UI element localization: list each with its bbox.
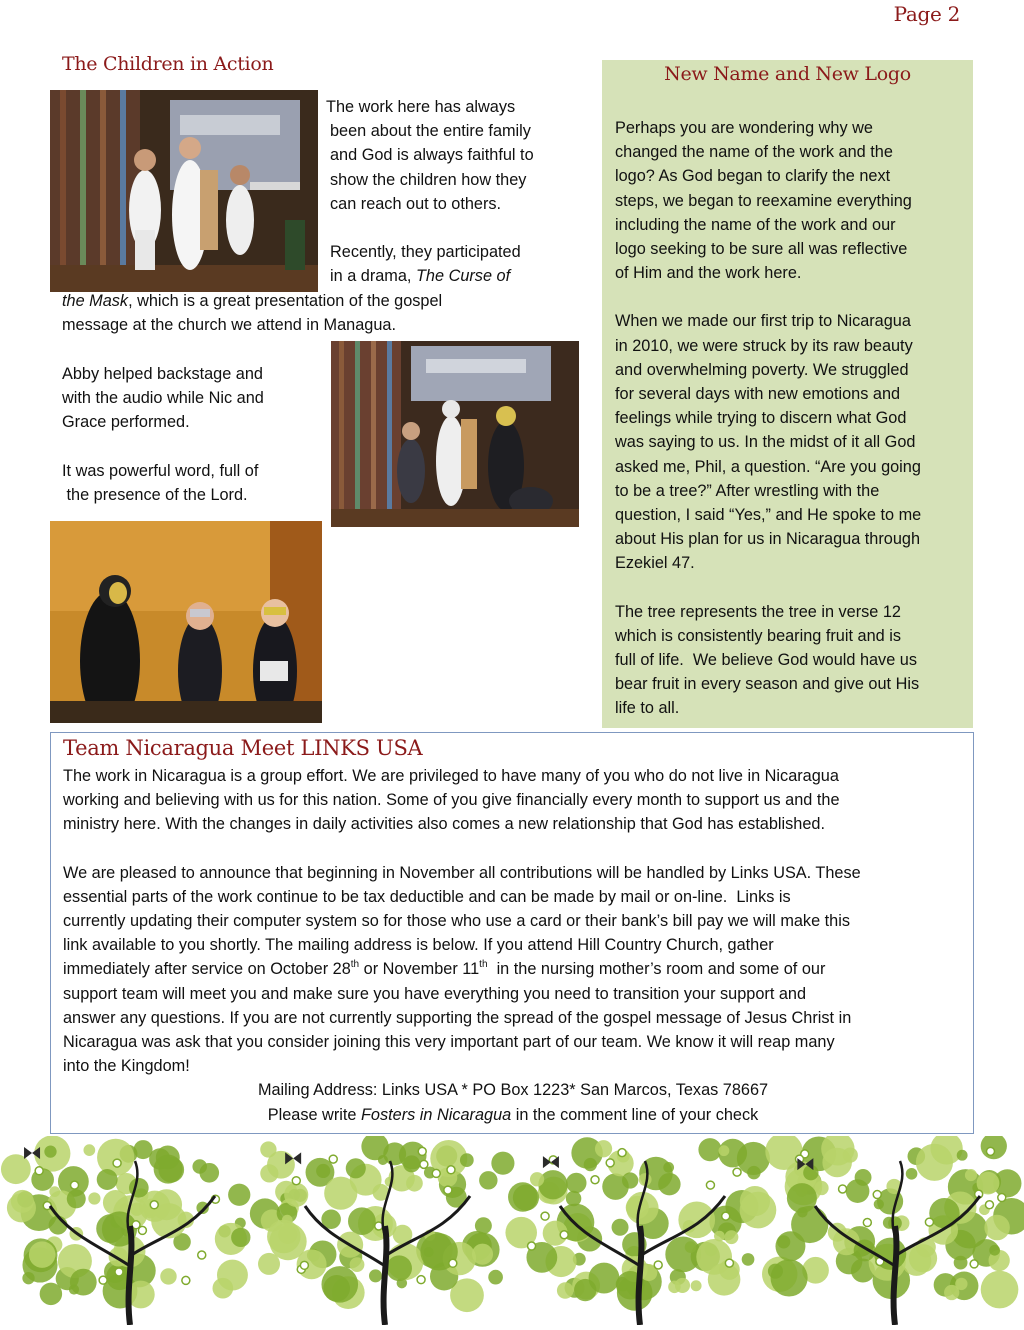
tree-leaf: [663, 1162, 674, 1173]
tree-leaf: [874, 1199, 884, 1209]
tree-leaf: [775, 1231, 805, 1261]
photo-masked-performers: [50, 521, 322, 723]
tree-leaf: [472, 1244, 493, 1265]
tree-flower: [420, 1160, 428, 1168]
team-line: The work in Nicaragua is a group effort. We are privileged to have many of you who do not live in Nicaragua: [63, 767, 839, 785]
tree-leaf: [696, 1239, 732, 1275]
tree-flower: [985, 1201, 993, 1209]
tree-leaf: [22, 1272, 34, 1284]
tree-leaf: [846, 1179, 870, 1203]
team-line: answer any questions. If you are not currently supporting the spread of the gospel message of Jesus Christ in: [63, 1008, 852, 1027]
tree-leaf: [346, 1158, 366, 1178]
tree-leaf: [491, 1152, 514, 1175]
logo-paragraph: [615, 600, 965, 721]
logo-line: steps, we began to reexamine everything: [615, 191, 912, 210]
new-name-logo-box: [602, 60, 973, 728]
tree-leaf: [460, 1153, 474, 1167]
tree-leaf: [742, 1253, 755, 1266]
abby-line: with the audio while Nic and: [62, 389, 264, 408]
tree-flower: [654, 1261, 662, 1269]
tree-leaf: [698, 1138, 721, 1161]
tree-leaf: [658, 1173, 680, 1195]
tree-leaf: [284, 1183, 308, 1207]
tree-leaf: [668, 1281, 681, 1294]
team-line: ministry here. With the changes in daily activities also comes a new relationship that God has established.: [63, 815, 825, 834]
tree-leaf: [479, 1171, 497, 1189]
tree-leaf: [97, 1169, 118, 1190]
drama-line: Recently, they participated: [330, 243, 521, 262]
tree-leaf: [11, 1190, 34, 1213]
tree-flower: [925, 1218, 933, 1226]
ordinal-suffix: th: [350, 959, 360, 970]
photo-children-costumes: [50, 90, 318, 292]
tree-leaf: [981, 1271, 1019, 1309]
drama-rest-line1: , which is a great presentation of the gospel: [128, 292, 443, 310]
team-line: We are pleased to announce that beginning in November all contributions will be handled by Links USA. These: [63, 863, 861, 882]
drama-rest-line2: message at the church we attend in Managua.: [62, 316, 396, 335]
tree-flower: [300, 1261, 308, 1269]
logo-line: life to all.: [615, 699, 680, 718]
tree-leaf: [386, 1255, 412, 1281]
logo-line: including the name of the work and our: [615, 215, 896, 234]
intro-line: been about the entire family: [330, 122, 531, 141]
tree-flower: [449, 1259, 457, 1267]
team-line: currently updating their computer system so for those who use a card or their bank’s bill pay we will make this: [63, 912, 850, 931]
logo-line: feelings while trying to discern what God: [615, 409, 907, 428]
tree-leaf: [981, 1136, 1007, 1159]
tree-leaf: [88, 1192, 100, 1204]
logo-line: full of life. We believe God would have us: [615, 651, 917, 670]
tree-flower: [970, 1260, 978, 1268]
tree-leaf: [718, 1145, 729, 1156]
logo-line: which is consistently bearing fruit and is: [615, 626, 901, 645]
tree-leaf: [29, 1241, 55, 1267]
team-line: link available to you shortly. The mailing address is below. If you attend Hill Country Church, gather: [63, 936, 774, 955]
logo-line: When we made our first trip to Nicaragua: [615, 312, 911, 331]
tree-leaf: [530, 1172, 544, 1186]
logo-line: Perhaps you are wondering why we: [615, 119, 873, 137]
tree-flower: [418, 1147, 426, 1155]
tree-flower: [986, 1147, 994, 1155]
tree-leaf: [747, 1166, 760, 1179]
tree-flower: [292, 1177, 300, 1185]
tree-flower: [606, 1159, 614, 1167]
ordinal-suffix: th: [479, 959, 488, 970]
team-paragraph-2: [63, 861, 963, 1079]
tree-leaf: [566, 1173, 586, 1193]
page-number: Page 2: [893, 2, 960, 26]
tree-trunk: [639, 1226, 642, 1325]
tree-flower: [733, 1168, 741, 1176]
tree-leaf: [350, 1257, 365, 1272]
tree-flower: [444, 1186, 452, 1194]
logo-line: and overwhelming poverty. We struggled: [615, 360, 909, 379]
team-nicaragua-box: [50, 732, 974, 1134]
tree-flower: [150, 1201, 158, 1209]
team-section-content: [63, 764, 963, 1127]
tree-leaf: [954, 1256, 968, 1270]
logo-line: to be a tree?” After wrestling with the: [615, 481, 880, 500]
tree-flower: [447, 1166, 455, 1174]
tree-leaf: [1, 1154, 31, 1184]
tree-leaf: [406, 1175, 423, 1192]
tree-leaf: [199, 1163, 219, 1183]
logo-section-heading: New Name and New Logo: [664, 63, 911, 85]
tree-leaf: [989, 1245, 1000, 1256]
tree-flower: [182, 1276, 190, 1284]
tree-leaf: [612, 1219, 629, 1236]
tree-flower: [198, 1251, 206, 1259]
tree-leaf: [83, 1144, 95, 1156]
tree-leaf: [348, 1207, 376, 1235]
tree-leaf: [160, 1268, 176, 1284]
tree-leaf: [70, 1269, 97, 1296]
logo-line: logo? As God began to clarify the next: [615, 167, 891, 186]
tree-leaf: [44, 1145, 56, 1157]
team-line: into the Kingdom!: [63, 1057, 190, 1076]
tree-flower: [35, 1167, 43, 1175]
tree-leaf: [403, 1155, 420, 1172]
tree-flower: [839, 1185, 847, 1193]
tree-leaf: [321, 1266, 358, 1303]
logo-line: bear fruit in every season and give out His: [615, 675, 920, 694]
team-line: Nicaragua was ask that you consider joining this very important part of our team. We know it will reap many: [63, 1033, 835, 1052]
tree-trunk: [894, 1226, 897, 1325]
logo-line: Ezekiel 47.: [615, 554, 695, 573]
tree-leaf: [916, 1144, 953, 1181]
tree-flower: [329, 1155, 337, 1163]
tree-flower: [432, 1169, 440, 1177]
tree-leaf: [589, 1263, 620, 1294]
tree-leaf: [740, 1192, 777, 1229]
logo-paragraph: [615, 309, 965, 575]
team-line: support team will meet you and make sure you have everything you need to transition your support and: [63, 984, 807, 1003]
tree-flower: [618, 1149, 626, 1157]
tree-leaf: [228, 1184, 250, 1206]
tree-leaf: [154, 1155, 183, 1184]
logo-paragraph: [615, 116, 965, 285]
tree-leaf: [957, 1150, 968, 1161]
drama-description: [62, 289, 582, 337]
powerful-line: It was powerful word, full of: [62, 461, 259, 480]
tree-leaf: [944, 1285, 959, 1300]
tree-flower: [113, 1159, 121, 1167]
logo-line: asked me, Phil, a question. “Are you going: [615, 457, 921, 476]
team-line: in the nursing mother’s room and some of our: [487, 960, 826, 979]
tree-leaf: [212, 1278, 233, 1299]
drama-line: in a drama,: [330, 267, 412, 286]
team-line: immediately after service on October 28: [63, 960, 351, 979]
tree-leaf: [724, 1230, 738, 1244]
tree-flower: [560, 1231, 568, 1239]
tree-leaf: [984, 1215, 1009, 1240]
tree-leaf: [267, 1151, 295, 1179]
intro-line: and God is always faithful to: [330, 146, 534, 165]
children-section-heading: The Children in Action: [62, 53, 274, 75]
logo-section-content: [615, 116, 965, 745]
intro-line: The work here has always: [326, 98, 516, 116]
tree-flower: [725, 1259, 733, 1267]
abby-line: Grace performed.: [62, 413, 190, 432]
powerful-line: the presence of the Lord.: [62, 486, 248, 505]
drama-title-part1: The Curse of: [415, 267, 511, 286]
tree-leaf: [797, 1207, 807, 1217]
tree-leaf: [622, 1172, 638, 1188]
tree-flower: [591, 1176, 599, 1184]
logo-line: changed the name of the work and the: [615, 143, 893, 162]
photo-drama-performance: [331, 341, 579, 527]
tree-flower: [541, 1212, 549, 1220]
tree-leaf: [906, 1168, 918, 1180]
mailing-address: Mailing Address: Links USA * PO Box 1223* San Marcos, Texas 78667: [257, 1081, 769, 1100]
tree-flower: [99, 1276, 107, 1284]
team-line: essential parts of the work continue to be tax deductible and can be made by mail or on-line. Links is: [63, 887, 791, 906]
logo-line: in 2010, we were struck by its raw beauty: [615, 336, 913, 355]
tree-leaf: [557, 1282, 574, 1299]
decorative-tree-border: [0, 1136, 1024, 1325]
tree-leaf: [231, 1228, 250, 1247]
tree-flower: [706, 1181, 714, 1189]
tree-leaf: [508, 1182, 537, 1211]
tree-leaf: [814, 1181, 828, 1195]
tree-flower: [417, 1276, 425, 1284]
logo-line: was saying to us. In the midst of it all God: [615, 433, 916, 452]
tree-leaf: [369, 1269, 382, 1282]
tree-leaf: [665, 1237, 701, 1273]
abby-line: Abby helped backstage and: [62, 365, 263, 383]
tree-leaf: [49, 1186, 60, 1197]
tree-flower: [71, 1181, 79, 1189]
tree-leaf: [768, 1264, 783, 1279]
tree-leaf: [691, 1280, 702, 1291]
tree-leaf: [324, 1177, 357, 1210]
logo-line: logo seeking to be sure all was reflective: [615, 240, 908, 259]
tree-flower: [528, 1242, 536, 1250]
comment-instruction: Please write Fosters in Nicaragua in the comment line of your check: [267, 1105, 759, 1124]
logo-line: for several days with new emotions and: [615, 385, 901, 404]
tree-leaf: [538, 1170, 567, 1199]
tree-flower: [998, 1194, 1006, 1202]
butterfly-icon: [24, 1147, 40, 1159]
tree-leaf: [488, 1270, 503, 1285]
tree-leaf: [475, 1217, 492, 1234]
tree-leaf: [316, 1164, 330, 1178]
team-section-heading: Team Nicaragua Meet LINKS USA: [63, 736, 423, 760]
tree-trunk: [129, 1226, 132, 1325]
tree-leaf: [67, 1189, 86, 1208]
intro-line: can reach out to others.: [330, 194, 502, 213]
tree-leaf: [965, 1169, 977, 1181]
team-line: or November 11: [359, 960, 480, 979]
tree-trunk: [384, 1226, 387, 1325]
tree-leaf: [595, 1140, 612, 1157]
tree-flower: [115, 1268, 123, 1276]
tree-leaf: [269, 1223, 306, 1260]
tree-flower: [863, 1219, 871, 1227]
children-details-text: [62, 362, 327, 507]
logo-line: The tree represents the tree in verse 12: [615, 602, 901, 621]
drama-title-part2: the Mask: [62, 292, 129, 310]
team-line: working and believing with us for this nation. Some of you give financially every month to support us and the: [63, 791, 840, 810]
intro-line: show the children how they: [330, 170, 527, 189]
tree-flower: [722, 1212, 730, 1220]
team-paragraph-1: [63, 764, 963, 837]
tree-flower: [873, 1191, 881, 1199]
logo-line: of Him and the work here.: [615, 264, 802, 283]
children-intro-text: [324, 95, 574, 289]
logo-line: about His plan for us in Nicaragua through: [615, 530, 921, 549]
logo-line: question, I said “Yes,” and He spoke to me: [615, 506, 922, 525]
